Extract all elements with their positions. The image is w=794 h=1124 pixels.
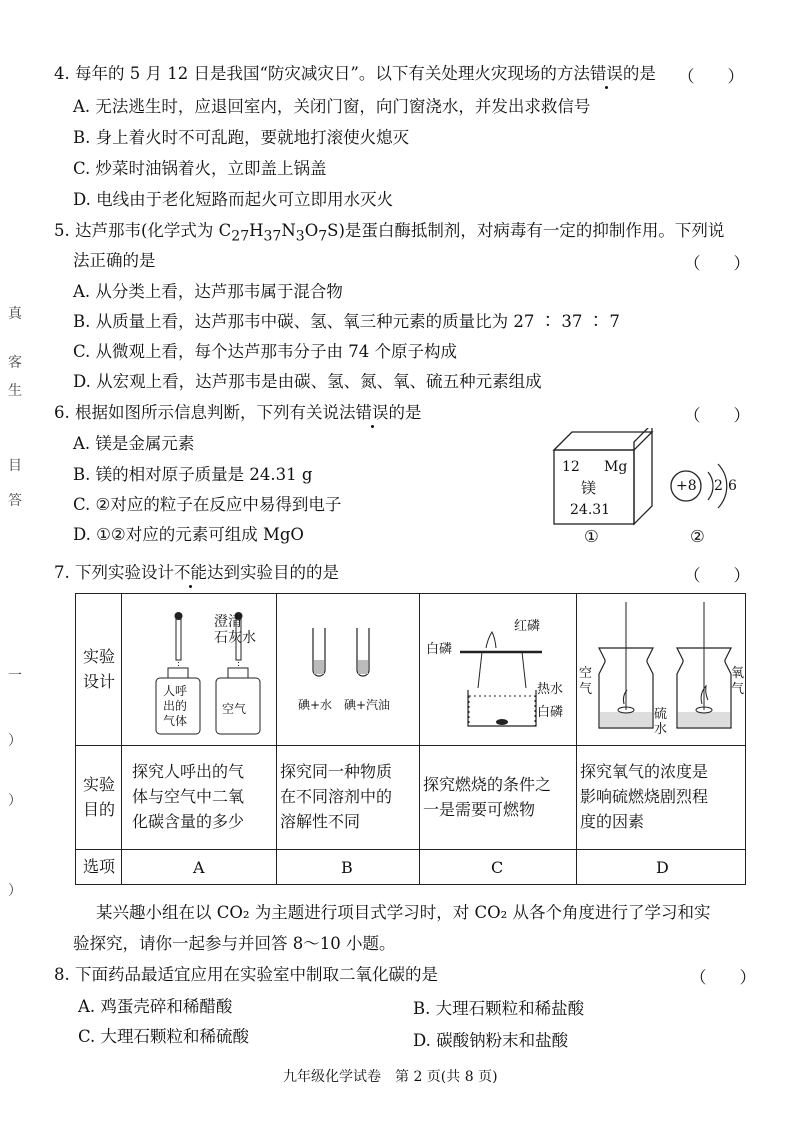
q4-option-b: B. 身上着火时不可乱跑，要就地打滚使火熄灭 xyxy=(73,128,410,147)
choice-a: A xyxy=(193,858,205,877)
figure-label-2: ② xyxy=(690,527,705,546)
q6-option-d: D. ①②对应的元素可组成 MgO xyxy=(73,525,304,544)
atom-shell-1: 2 xyxy=(714,478,723,494)
intro-line-1: 某兴趣小组在以 CO₂ 为主题进行项目式学习时，对 CO₂ 从各个角度进行了学习和实 xyxy=(96,903,711,922)
margin-char: 客 xyxy=(8,355,22,371)
white-phosphorus-label-bottom: 白磷 xyxy=(537,705,564,720)
q5-stem-line2: 法正确的是 xyxy=(73,251,156,270)
q8-option-b: B. 大理石颗粒和稀盐酸 xyxy=(413,999,585,1018)
element-symbol: Mg xyxy=(604,459,628,475)
q5-option-b: B. 从质量上看，达芦那韦中碳、氢、氧三种元素的质量比为 27 ∶ 37 ∶ 7 xyxy=(73,312,620,331)
atom-nucleus: +8 xyxy=(676,478,697,494)
water-label: 水 xyxy=(654,722,668,737)
q8-stem: 8. 下面药品最适宜应用在实验室中制取二氧化碳的是 xyxy=(54,965,438,984)
q4-option-a: A. 无法逃生时，应退回室内，关闭门窗，向门窗浇水，并发出求救信号 xyxy=(73,97,591,116)
q7-stem: 7. 下列实验设计不能达到实验目的的是 xyxy=(54,563,339,582)
margin-char: 真 xyxy=(8,306,22,322)
figure-label-1: ① xyxy=(584,527,599,546)
q6-option-b: B. 镁的相对原子质量是 24.31 g xyxy=(73,465,313,484)
q8-option-c: C. 大理石颗粒和稀硫酸 xyxy=(78,1027,250,1046)
q5-stem-line1: 5. 达芦那韦(化学式为 $C_{27}H_{37}N_3O_7S$)是蛋白酶抵制剂，对病毒有一定的抑制作用。下列说 xyxy=(54,221,725,245)
purpose-d: 探究氧气的浓度是 影响硫燃烧剧烈程 度的因素 xyxy=(580,762,709,831)
element-name: 镁 xyxy=(581,479,597,497)
intro-line-2: 验探究，请你一起参与并回答 8～10 小题。 xyxy=(73,934,396,953)
q5-option-c: C. 从微观上看，每个达芦那韦分子由 74 个原子构成 xyxy=(73,342,458,361)
margin-char: ） xyxy=(8,733,22,749)
q6-answer-blank[interactable]: （ ） xyxy=(684,406,750,425)
q6-option-c: C. ②对应的粒子在反应中易得到电子 xyxy=(73,495,342,514)
bottle-label-air: 空气 xyxy=(222,702,247,716)
choice-c: C xyxy=(491,858,504,877)
atom-shell-2: 6 xyxy=(728,478,737,494)
q5-option-d: D. 从宏观上看，达芦那韦是由碳、氢、氮、氧、硫五种元素组成 xyxy=(73,372,542,391)
q5-option-a: A. 从分类上看，达芦那韦属于混合物 xyxy=(73,282,343,301)
purpose-b: 探究同一种物质 在不同溶剂中的 溶解性不同 xyxy=(280,762,393,831)
page-footer: 九年级化学试卷 第 2 页(共 8 页) xyxy=(283,1069,498,1085)
tube-label-water: 碘+水 xyxy=(298,698,333,712)
margin-char: 一 xyxy=(8,668,22,684)
margin-char: ） xyxy=(8,793,22,809)
q5-answer-blank[interactable]: （ ） xyxy=(684,254,750,273)
margin-char: 生 xyxy=(8,383,22,399)
oxygen-label: 氧 气 xyxy=(731,666,745,697)
row-label-design: 实验 设计 xyxy=(82,647,115,691)
tube-label-gasoline: 碘+汽油 xyxy=(344,698,391,712)
q7-answer-blank[interactable]: （ ） xyxy=(684,566,750,585)
margin-char: 目 xyxy=(8,458,22,474)
q4-stem: 4. 每年的 5 月 12 日是我国“防灾减灾日”。以下有关处理火灾现场的方法错误的是 xyxy=(54,64,656,83)
q8-option-d: D. 碳酸钠粉末和盐酸 xyxy=(413,1031,569,1050)
purpose-a: 探究人呼出的气 体与空气中二氧 化碳含量的多少 xyxy=(132,762,245,831)
q8-option-a: A. 鸡蛋壳碎和稀醋酸 xyxy=(78,997,233,1016)
purpose-c: 探究燃烧的条件之 一是需要可燃物 xyxy=(423,775,552,819)
q8-answer-blank[interactable]: （ ） xyxy=(690,968,756,987)
margin-char: 答 xyxy=(8,493,22,509)
q4-option-d: D. 电线由于老化短路而起火可立即用水灭火 xyxy=(73,190,394,209)
element-number: 12 xyxy=(562,459,580,475)
margin-char: ） xyxy=(8,883,22,899)
q4-option-c: C. 炒菜时油锅着火，立即盖上锅盖 xyxy=(73,159,327,178)
air-label: 空 气 xyxy=(579,666,593,697)
q6-option-a: A. 镁是金属元素 xyxy=(73,434,195,453)
row-label-purpose: 实验 目的 xyxy=(82,775,115,819)
choice-d: D xyxy=(656,858,669,877)
bottle-label-exhaled: 人呼 出的 气体 xyxy=(163,684,188,728)
q4-answer-blank[interactable]: （ ） xyxy=(678,67,744,86)
hot-water-label: 热水 xyxy=(537,682,564,697)
white-phosphorus-label-top: 白磷 xyxy=(426,642,453,657)
row-label-option: 选项 xyxy=(82,857,115,876)
q6-stem: 6. 根据如图所示信息判断，下列有关说法错误的是 xyxy=(54,403,422,422)
red-phosphorus-label: 红磷 xyxy=(514,619,541,634)
sulfur-label: 硫 xyxy=(654,707,668,722)
choice-b: B xyxy=(341,858,353,877)
experiment-table xyxy=(75,593,746,885)
element-mass: 24.31 xyxy=(570,502,611,518)
design-figure-b xyxy=(279,624,417,694)
reagent-label: 澄清 石灰水 xyxy=(214,614,256,646)
